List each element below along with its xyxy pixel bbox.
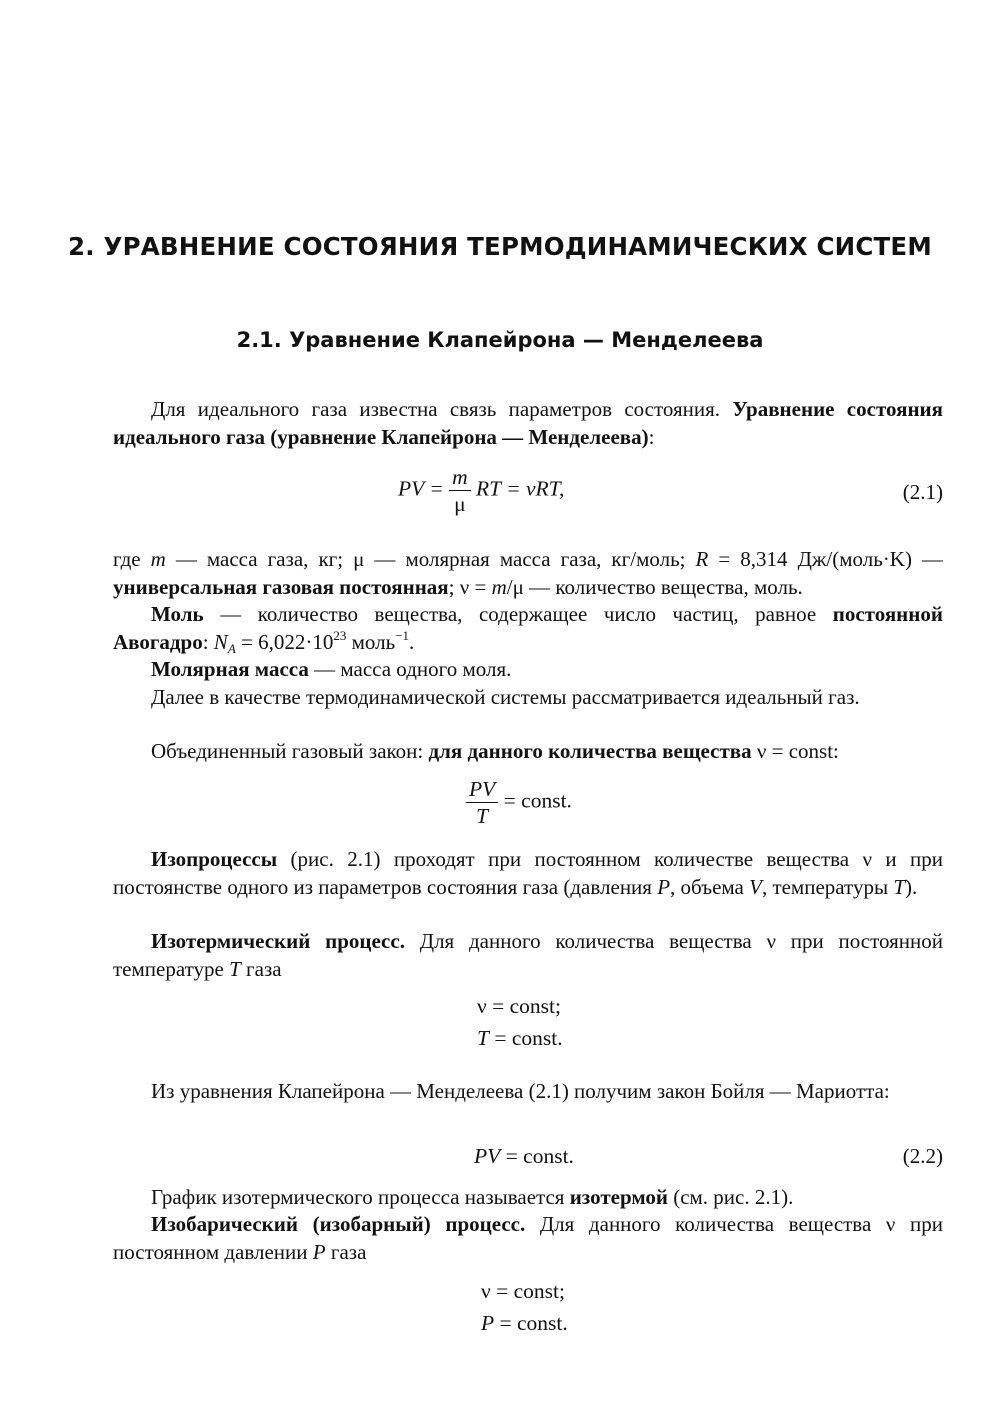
equation-number-2-1: (2.1) (902, 480, 943, 504)
combined-bold: для данного количества вещества (428, 739, 752, 763)
eq1-numerator: m (449, 464, 471, 491)
mole-t2: : (202, 629, 214, 654)
eq2-fraction (466, 776, 498, 829)
intro-bold: Уравнение состояния идеального газа (уравнение Клапейрона — Менделеева) (113, 397, 944, 449)
eq2-numerator: PV (466, 776, 498, 803)
intro-text: Для идеального газа известна связь параметров состояния. (151, 397, 733, 421)
eq2-denominator: T (476, 804, 489, 828)
eq3-var: T (477, 1026, 489, 1050)
def-t1: где (113, 547, 151, 571)
iso-t4: ). (905, 874, 918, 899)
mole-bold: Моль (151, 602, 204, 626)
isothermal-bold: Изотермический процесс. (151, 929, 405, 953)
combined-text: Объединенный газовый закон: (151, 739, 429, 763)
equation-combined (466, 776, 572, 829)
mole-exponent: −1 (395, 627, 410, 643)
def-t5: /μ — количество вещества, моль. (506, 574, 803, 599)
paragraph-boyle: Из уравнения Клапейрона — Менделеева (2.1) получим закон Бойля — Мариотта: (151, 1079, 890, 1103)
iso-t3: , температуры (761, 874, 894, 899)
eq1-fraction (449, 464, 471, 517)
eq5-line1: ν = const; (481, 1279, 565, 1303)
paragraph-definitions (113, 546, 943, 601)
mole-t5: . (409, 629, 415, 654)
iso-P: P (657, 874, 671, 899)
molar-mass-text: — масса одного моля. (308, 657, 512, 681)
molar-mass-bold: Молярная масса (151, 657, 309, 681)
def-t3: = 8,314 Дж/(моль·K) — (708, 547, 943, 571)
paragraph-intro (113, 396, 943, 451)
avogadro-symbol: N (213, 629, 228, 654)
isobaric-P: P (312, 1239, 326, 1264)
def-t4: ; ν = (448, 574, 492, 599)
equation-2-2 (474, 1144, 574, 1169)
eq4-rhs: = const. (500, 1144, 574, 1168)
mole-t3: = 6,022·10 (235, 629, 334, 654)
eq3-line2: = const. (488, 1026, 563, 1050)
avogadro-bold: постоянной Авогадро (113, 602, 943, 654)
isobaric-t1: Для данного количества вещества ν при постоянном давлении (113, 1212, 943, 1264)
paragraph-isoprocesses (113, 846, 943, 901)
isotherm-bold: изотермой (569, 1185, 668, 1209)
eq1-rhs: RT = νRT, (476, 476, 565, 501)
eq4-var: PV (474, 1144, 501, 1168)
isoprocesses-bold: Изопроцессы (151, 847, 278, 871)
paragraph-mole (113, 601, 943, 656)
iso-t1: (рис. 2.1) проходят при постоянном количестве вещества ν и при постоянстве одного из параметров состояния газа (давления (113, 847, 943, 899)
paragraph-ideal-gas: Далее в качестве термодинамической системы рассматривается идеальный газ. (151, 685, 860, 709)
eq5-line2-wrap (481, 1311, 568, 1336)
def-bold: универсальная газовая постоянная (113, 574, 449, 599)
isobaric-bold: Изобарический (изобарный) процесс. (151, 1212, 526, 1236)
paragraph-isobaric (113, 1211, 943, 1266)
paragraph-isotherm (113, 1184, 943, 1212)
iso-V: V (749, 874, 762, 899)
eq3-line2-wrap (477, 1026, 563, 1051)
iso-t2: , объема (670, 874, 750, 899)
eq1-lhs: PV = (398, 476, 444, 501)
section-heading: 2.1. Уравнение Клапейрона — Менделеева (236, 328, 764, 352)
equation-isothermal-conditions (477, 994, 563, 1051)
eq2-rhs: = const. (503, 788, 572, 813)
equation-2-1 (398, 464, 564, 517)
isobaric-t2: газа (325, 1239, 367, 1264)
def-R: R (695, 547, 709, 571)
intro-end: : (648, 424, 655, 449)
isotherm-t2: (см. рис. 2.1). (667, 1185, 794, 1209)
isotherm-t1: График изотермического процесса называется (151, 1185, 570, 1209)
isothermal-t1: Для данного количества вещества ν при постоянной температуре (113, 929, 943, 981)
eq3-line1: ν = const; (477, 994, 561, 1018)
isothermal-T: T (229, 956, 241, 981)
def-t2: — масса газа, кг; μ — молярная масса газа, кг/моль; (165, 547, 696, 571)
mole-t1: — количество вещества, содержащее число частиц, равное (203, 602, 833, 626)
avogadro-sub: A (227, 640, 236, 656)
def-m: m (150, 547, 166, 571)
paragraph-molar-mass (113, 656, 943, 684)
paragraph-isothermal (113, 928, 943, 983)
equation-number-2-2: (2.2) (902, 1144, 943, 1168)
iso-T: T (893, 874, 906, 899)
eq5-var: P (481, 1311, 495, 1335)
eq1-denominator: μ (454, 492, 466, 516)
equation-isobaric-conditions (481, 1279, 568, 1336)
mole-t4: моль (346, 629, 396, 654)
paragraph-combined-law (113, 738, 943, 766)
isothermal-t2: газа (240, 956, 282, 981)
chapter-heading: 2. УРАВНЕНИЕ СОСТОЯНИЯ ТЕРМОДИНАМИЧЕСКИХ СИСТЕМ (68, 232, 932, 261)
def-m2: m (491, 574, 507, 599)
avogadro-exponent: 23 (333, 627, 347, 643)
combined-end: ν = const: (751, 739, 839, 763)
eq5-line2: = const. (494, 1311, 568, 1335)
